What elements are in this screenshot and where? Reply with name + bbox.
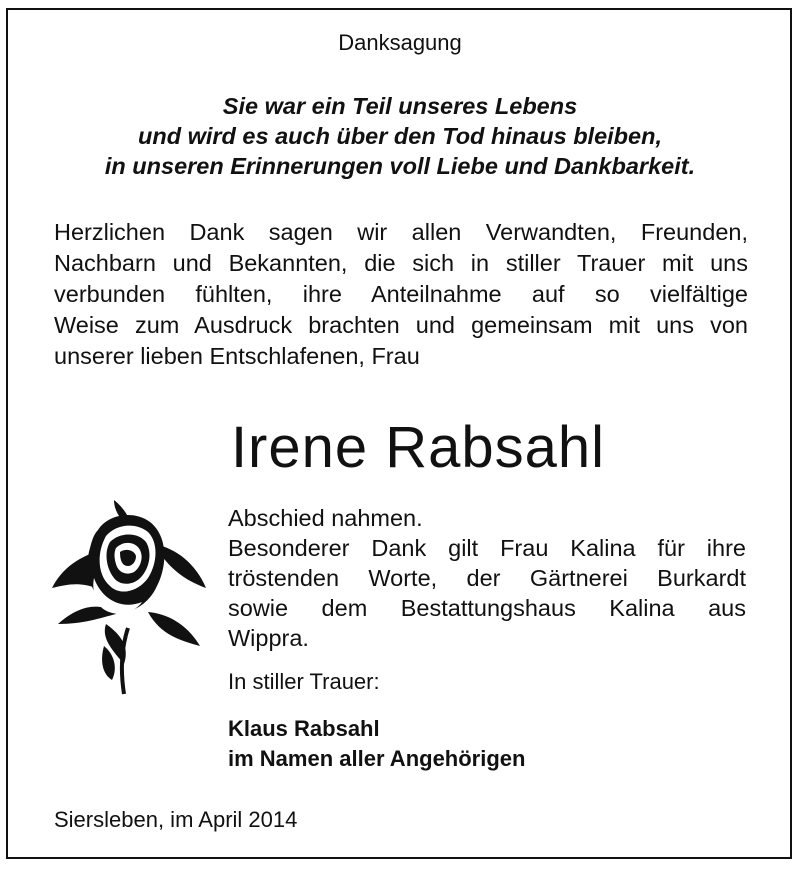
thanks-line: Nachbarn und Bekannten, die sich in stiller Trauer mit uns (54, 250, 748, 276)
signature-line: im Namen aller Angehörigen (228, 746, 526, 771)
motto-line: Sie war ein Teil unseres Lebens (222, 93, 578, 119)
thanks-line: Weise zum Ausdruck brachten und gemeinsam mit uns von (54, 312, 748, 338)
farewell-line: Abschied nahmen. (228, 505, 423, 531)
heading: Danksagung (338, 30, 462, 55)
mourning-label: In stiller Trauer: (228, 669, 380, 694)
farewell-line: sowie dem Bestattungshaus Kalina aus (228, 595, 746, 621)
signature (228, 714, 525, 774)
thanks-line: unserer lieben Entschlafenen, Frau (54, 343, 420, 369)
motto-line: und wird es auch über den Tod hinaus bleiben, (137, 123, 662, 149)
deceased-name: Irene Rabsahl (230, 415, 606, 480)
thanks-paragraph (54, 217, 748, 372)
farewell-paragraph (228, 503, 746, 653)
place-date: Siersleben, im April 2014 (54, 807, 298, 832)
signature-line: Klaus Rabsahl (228, 716, 380, 741)
thanks-line: Herzlichen Dank sagen wir allen Verwandten, Freunden, (54, 219, 748, 245)
motto (0, 91, 800, 181)
farewell-line: Wippra. (228, 625, 309, 651)
thanks-line: verbunden fühlten, ihre Anteilnahme auf so vielfältige (54, 281, 748, 307)
farewell-line: tröstenden Worte, der Gärtnerei Burkardt (228, 565, 746, 591)
motto-line: in unseren Erinnerungen voll Liebe und Dankbarkeit. (104, 153, 696, 179)
rose-icon (50, 496, 208, 696)
farewell-line: Besonderer Dank gilt Frau Kalina für ihre (228, 535, 746, 561)
